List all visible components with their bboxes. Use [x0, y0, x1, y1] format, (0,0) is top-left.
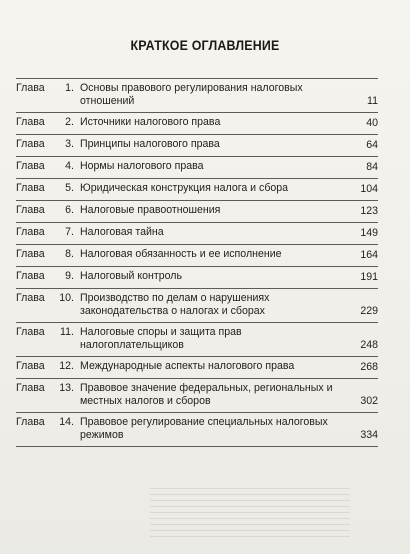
chapter-number: 3. [65, 138, 74, 150]
chapter-word: Глава [16, 270, 45, 282]
chapter-title: Юридическая конструкция налога и сбора [80, 182, 289, 194]
chapter-word: Глава [16, 160, 45, 172]
toc-row-1 [16, 78, 378, 113]
chapter-word: Глава [16, 292, 45, 304]
chapter-title: Производство по делам о нарушениях законодательства о налогах и сборах [80, 292, 270, 317]
chapter-page: 229 [360, 305, 378, 317]
chapter-number: 4. [65, 160, 74, 172]
chapter-number: 1. [65, 82, 74, 94]
chapter-number: 8. [65, 248, 74, 260]
chapter-page: 268 [360, 361, 378, 373]
chapter-title: Налоговые споры и защита прав налогоплательщиков [80, 326, 242, 351]
chapter-page: 123 [360, 205, 378, 217]
chapter-word: Глава [16, 226, 45, 238]
chapter-page: 64 [366, 139, 378, 151]
chapter-word: Глава [16, 416, 45, 428]
toc-row-8 [16, 245, 378, 267]
toc-row-14 [16, 413, 378, 447]
chapter-title: Принципы налогового права [80, 138, 220, 150]
toc-row-7 [16, 223, 378, 245]
chapter-number: 2. [65, 116, 74, 128]
chapter-number: 11. [60, 326, 74, 338]
chapter-word: Глава [16, 360, 45, 372]
chapter-number: 10. [59, 292, 74, 304]
bleed-through-texture [150, 488, 350, 538]
chapter-word: Глава [16, 138, 45, 150]
chapter-number: 12. [59, 360, 74, 372]
chapter-number: 14. [59, 416, 74, 428]
chapter-page: 334 [360, 429, 378, 441]
chapter-number: 6. [65, 204, 74, 216]
toc-row-6 [16, 201, 378, 223]
toc-row-3 [16, 135, 378, 157]
chapter-page: 104 [360, 183, 378, 195]
chapter-word: Глава [16, 326, 45, 338]
chapter-page: 84 [366, 161, 378, 173]
chapter-page: 40 [366, 117, 378, 129]
page-title: КРАТКОЕ ОГЛАВЛЕНИЕ [130, 38, 280, 53]
toc-row-10 [16, 289, 378, 323]
chapter-page: 164 [360, 249, 378, 261]
chapter-title: Источники налогового права [80, 116, 221, 128]
chapter-word: Глава [16, 182, 45, 194]
chapter-page: 302 [360, 395, 378, 407]
chapter-word: Глава [16, 116, 45, 128]
toc-row-2 [16, 113, 378, 135]
chapter-title: Нормы налогового права [80, 160, 204, 172]
chapter-title: Правовое регулирование специальных налоговых режимов [80, 416, 328, 441]
toc-row-11 [16, 323, 378, 357]
toc-row-9 [16, 267, 378, 289]
toc-row-12 [16, 357, 378, 379]
chapter-page: 149 [360, 227, 378, 239]
chapter-title: Правовое значение федеральных, региональных и местных налогов и сборов [80, 382, 333, 407]
toc-row-4 [16, 157, 378, 179]
table-of-contents [16, 78, 378, 447]
chapter-page: 191 [360, 271, 378, 283]
chapter-number: 13. [59, 382, 74, 394]
toc-row-5 [16, 179, 378, 201]
chapter-title: Основы правового регулирования налоговых отношений [80, 82, 303, 107]
chapter-word: Глава [16, 82, 45, 94]
chapter-number: 5. [65, 182, 74, 194]
chapter-title: Налоговая обязанность и ее исполнение [80, 248, 282, 260]
chapter-page: 11 [367, 95, 378, 107]
chapter-number: 9. [65, 270, 74, 282]
chapter-title: Налоговый контроль [80, 270, 182, 282]
chapter-number: 7. [65, 226, 74, 238]
chapter-word: Глава [16, 382, 45, 394]
chapter-word: Глава [16, 248, 45, 260]
chapter-word: Глава [16, 204, 45, 216]
chapter-title: Налоговые правоотношения [80, 204, 221, 216]
chapter-title: Налоговая тайна [80, 226, 164, 238]
toc-row-13 [16, 379, 378, 413]
chapter-title: Международные аспекты налогового права [80, 360, 295, 372]
chapter-page: 248 [360, 339, 378, 351]
